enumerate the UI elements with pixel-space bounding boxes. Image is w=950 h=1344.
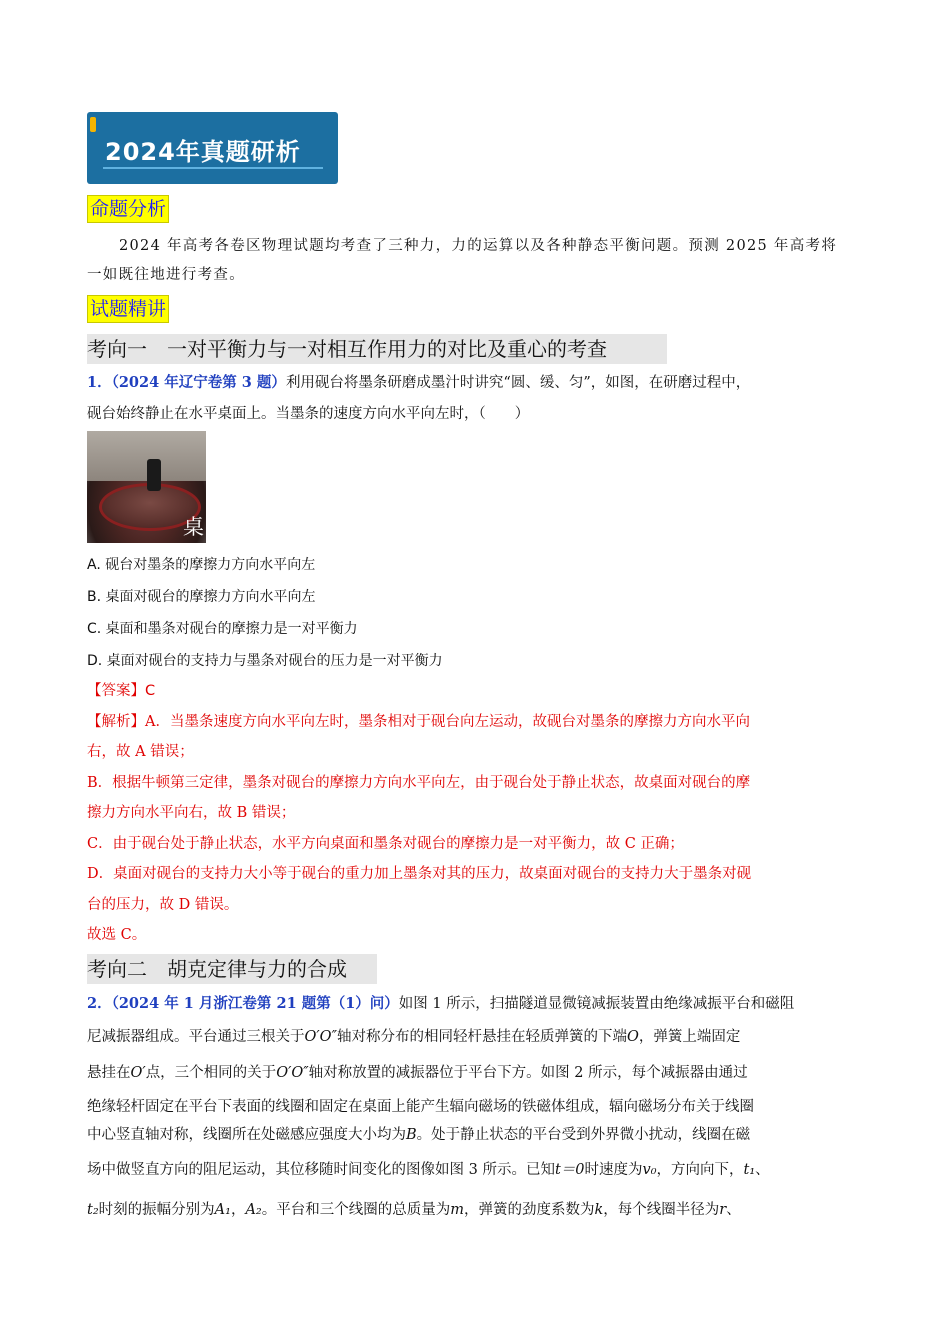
- symbol-a1: A₁: [214, 1202, 231, 1218]
- intro-line-2: 一如既往地进行考查。: [87, 267, 245, 283]
- symbol-t2: t₂: [87, 1202, 99, 1218]
- q1-source: （2024 年辽宁卷第 3 题）: [111, 374, 286, 391]
- q2-text-5b: 。处于静止状态的平台受到外界微小扰动，线圈在磁: [416, 1127, 751, 1143]
- q2-text-7c: 。平台和三个线圈的总质量为: [261, 1202, 451, 1218]
- q1-analysis-line-5: C．由于砚台处于静止状态，水平方向桌面和墨条对砚台的摩擦力是一对平衡力，故 C 正确；: [87, 836, 684, 852]
- inkstone-photo: [87, 431, 206, 543]
- tag-explain: 试题精讲: [87, 295, 169, 323]
- q2-text-6a: 场中做竖直方向的阻尼运动，其位移随时间变化的图像如图 3 所示。已知: [87, 1162, 555, 1178]
- banner-accent: [90, 117, 96, 132]
- symbol-t0: t＝0: [554, 1162, 585, 1178]
- symbol-v0: v₀: [642, 1162, 657, 1178]
- q2-text-1: 如图 1 所示，扫描隧道显微镜减振装置由绝缘减振平台和磁阻: [398, 996, 795, 1012]
- q2-text-2b: 轴对称分布的相同轻杆悬挂在轻质弹簧的下端: [336, 1029, 627, 1045]
- photo-label: 桌: [183, 515, 204, 539]
- q2-text-3c: 轴对称放置的减振器位于平台下方。如图 2 所示，每个减振器由通过: [308, 1065, 748, 1081]
- q1-option-b: B. 桌面对砚台的摩擦力方向水平向左: [87, 589, 316, 605]
- point-o-prime: O′: [130, 1065, 146, 1081]
- q2-text-5a: 中心竖直轴对称，线圈所在处磁感应强度大小均为: [87, 1127, 406, 1143]
- symbol-b: B: [406, 1127, 417, 1143]
- axis-oo-2: O′O″: [276, 1065, 309, 1081]
- q2-line-4: 绝缘轻杆固定在平台下表面的线圈和固定在桌面上能产生辐向磁场的铁磁体组成，辐向磁场分布关于线圈: [87, 1099, 754, 1115]
- symbol-m: m: [450, 1202, 464, 1218]
- q1-analysis-line-3: B．根据牛顿第三定律，墨条对砚台的摩擦力方向水平向左，由于砚台处于静止状态，故桌面对砚台的摩: [87, 775, 751, 791]
- q2-line-3: [87, 1063, 748, 1083]
- q2-line-2: [87, 1027, 740, 1047]
- symbol-t1: t₁: [743, 1162, 756, 1178]
- banner-title: 2024年真题研析: [105, 138, 301, 166]
- symbol-k: k: [594, 1202, 604, 1218]
- q1-analysis-line-6: D．桌面对砚台的支持力大小等于砚台的重力加上墨条对其的压力，故桌面对砚台的支持力大于墨条对砚: [87, 866, 752, 882]
- q2-source: （2024 年 1 月浙江卷第 21 题第（1）问）: [111, 995, 399, 1012]
- banner-underline: [103, 167, 323, 169]
- q2-line-6: [87, 1160, 770, 1180]
- q1-option-a: A. 砚台对墨条的摩擦力方向水平向左: [87, 557, 316, 573]
- q2-line-5: [87, 1125, 750, 1145]
- q2-text-6d: 、: [755, 1162, 770, 1178]
- tag-analysis: 命题分析: [87, 195, 169, 223]
- q1-analysis-line-1: [87, 712, 750, 732]
- q1-analysis-line-7: 台的压力，故 D 错误。: [87, 897, 239, 913]
- symbol-a2: A₂: [245, 1202, 262, 1218]
- q2-text-7b: ，: [230, 1202, 246, 1218]
- q2-text-2c: ，弹簧上端固定: [638, 1029, 741, 1045]
- title-banner: [87, 112, 338, 184]
- analysis-label: 【解析】: [87, 714, 145, 730]
- intro-paragraph-cont: [87, 261, 867, 290]
- photo-inkstick: [147, 459, 161, 491]
- q2-text-7a: 时刻的振幅分别为: [98, 1202, 215, 1218]
- intro-paragraph: [87, 232, 867, 261]
- symbol-r: r: [719, 1202, 727, 1218]
- q1-analysis-conclusion: 故选 C。: [87, 927, 147, 943]
- answer-value: C: [145, 683, 156, 699]
- q1-analysis-line-2: 右，故 A 错误；: [87, 744, 194, 760]
- point-o: O: [626, 1029, 639, 1045]
- q2-line-7: [87, 1200, 741, 1220]
- q1-text-1: 利用砚台将墨条研磨成墨汁时讲究“圆、缓、匀”，如图，在研磨过程中，: [285, 375, 751, 391]
- q1-analysis-line-4: 擦力方向水平向右，故 B 错误；: [87, 805, 296, 821]
- q2-number: 2．: [87, 995, 112, 1012]
- axis-oo: O′O″: [304, 1029, 337, 1045]
- q1-number: 1．: [87, 374, 112, 391]
- q1-line-2: 砚台始终静止在水平桌面上。当墨条的速度方向水平向左时，（ ）: [87, 406, 530, 422]
- section-1-heading: 考向一 一对平衡力与一对相互作用力的对比及重心的考查: [87, 334, 667, 364]
- q2-text-7f: 、: [726, 1202, 741, 1218]
- intro-line-1: 2024 年高考各卷区物理试题均考查了三种力，力的运算以及各种静态平衡问题。预测 2025 年高考将: [119, 238, 838, 254]
- q2-text-3a: 悬挂在: [87, 1065, 131, 1081]
- q2-line-1: [87, 994, 794, 1014]
- q2-text-2a: 尼减振器组成。平台通过三根关于: [87, 1029, 305, 1045]
- q1-answer: [87, 681, 155, 701]
- q2-text-6c: ，方向向下，: [656, 1162, 744, 1178]
- section-2-heading: 考向二 胡克定律与力的合成: [87, 954, 377, 984]
- q1-option-c: C. 桌面和墨条对砚台的摩擦力是一对平衡力: [87, 621, 358, 637]
- q2-text-6b: 时速度为: [584, 1162, 643, 1178]
- analysis-text-a1: A．当墨条速度方向水平向左时，墨条相对于砚台向左运动，故砚台对墨条的摩擦力方向水平向: [145, 714, 750, 730]
- q2-text-3b: 点，三个相同的关于: [145, 1065, 277, 1081]
- q1-line-1: [87, 373, 750, 393]
- answer-label: 【答案】: [87, 683, 145, 699]
- q2-text-7e: ，每个线圈半径为: [603, 1202, 720, 1218]
- q1-option-d: D. 桌面对砚台的支持力与墨条对砚台的压力是一对平衡力: [87, 653, 443, 669]
- q2-text-7d: ，弹簧的劲度系数为: [463, 1202, 595, 1218]
